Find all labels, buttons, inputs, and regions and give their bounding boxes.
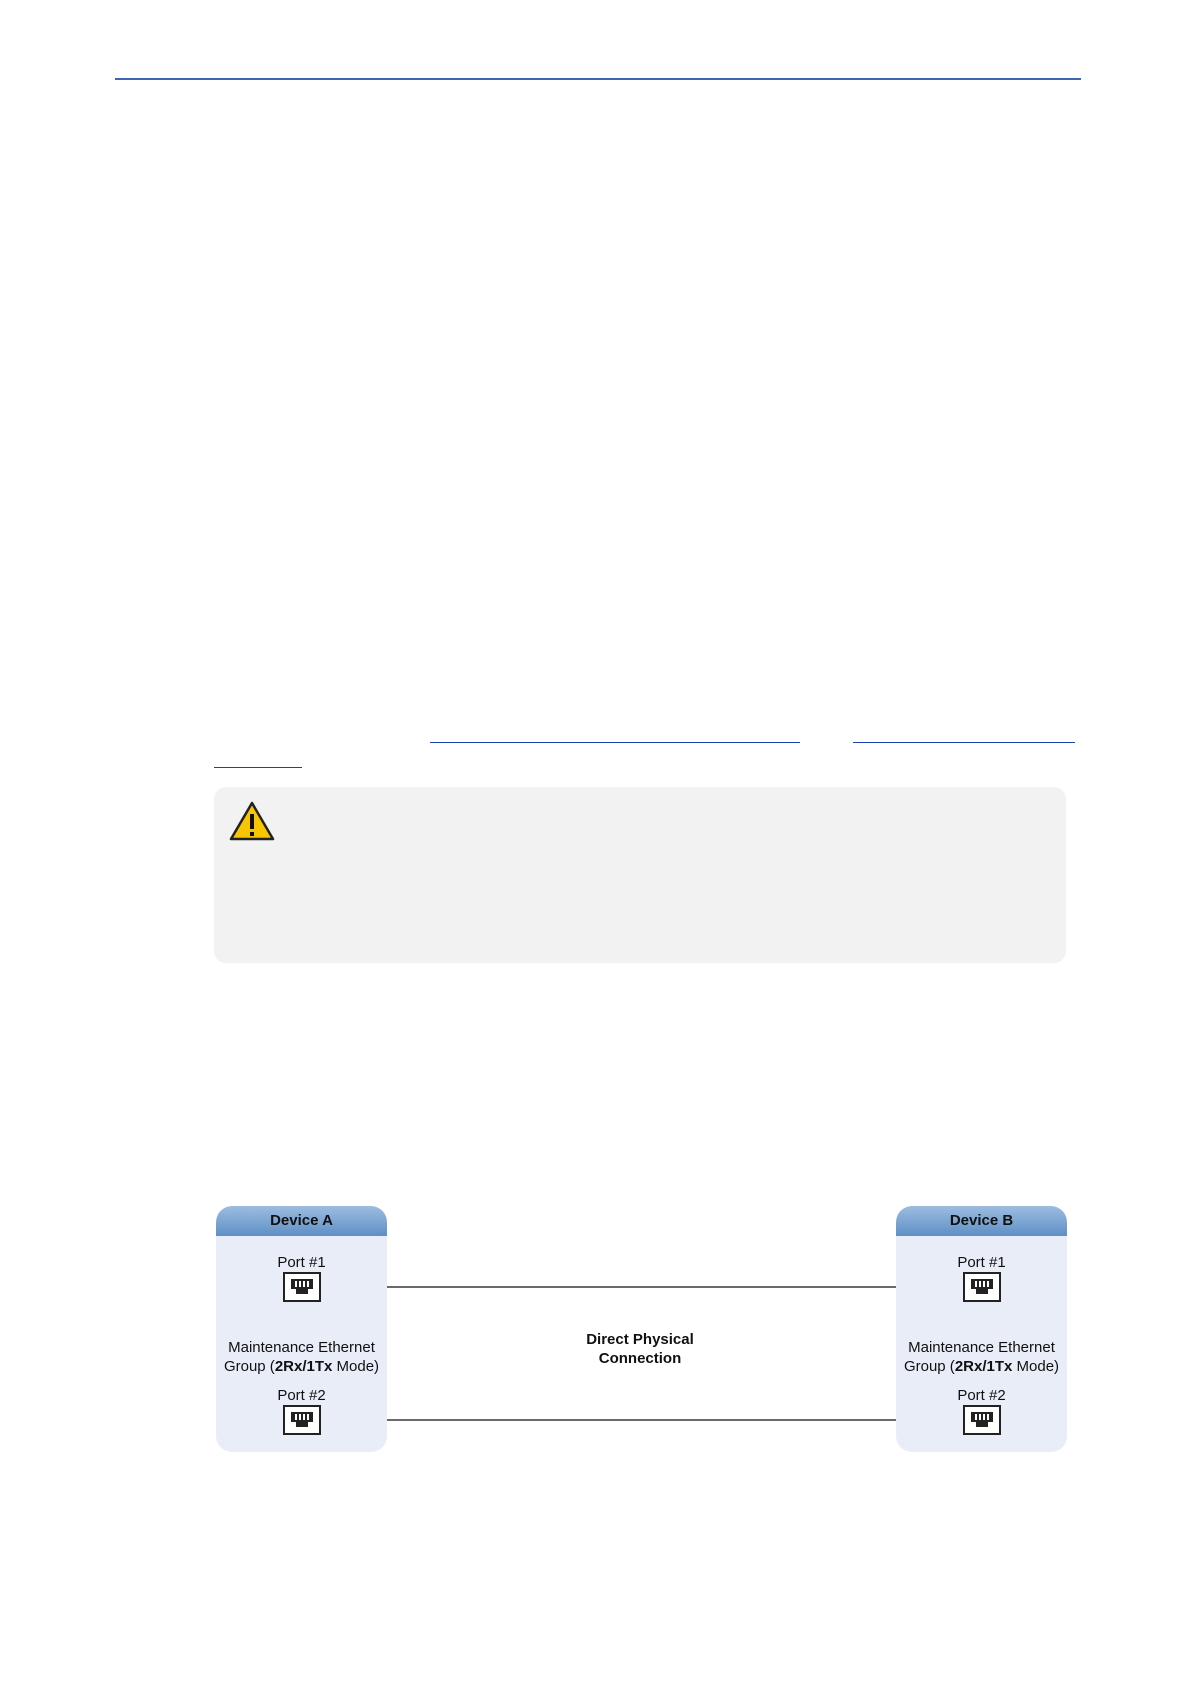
device-title: Device B (896, 1206, 1067, 1236)
port1-label: Port #1 (957, 1254, 1006, 1271)
device-a-box (216, 1206, 387, 1452)
ethernet-port-icon (283, 1405, 321, 1435)
ethernet-port-icon (963, 1272, 1001, 1302)
port2-label: Port #2 (957, 1387, 1006, 1404)
device-b-box (896, 1206, 1067, 1452)
group-label: Maintenance Ethernet Group (2Rx/1Tx Mode) (903, 1339, 1060, 1375)
device-title: Device A (216, 1206, 387, 1236)
ethernet-port-icon (283, 1272, 321, 1302)
ethernet-port-icon (963, 1405, 1001, 1435)
port1-label: Port #1 (277, 1254, 326, 1271)
group-label: Maintenance Ethernet Group (2Rx/1Tx Mode) (223, 1339, 380, 1375)
port2-label: Port #2 (277, 1387, 326, 1404)
connection-label: Direct Physical Connection (586, 1331, 694, 1367)
